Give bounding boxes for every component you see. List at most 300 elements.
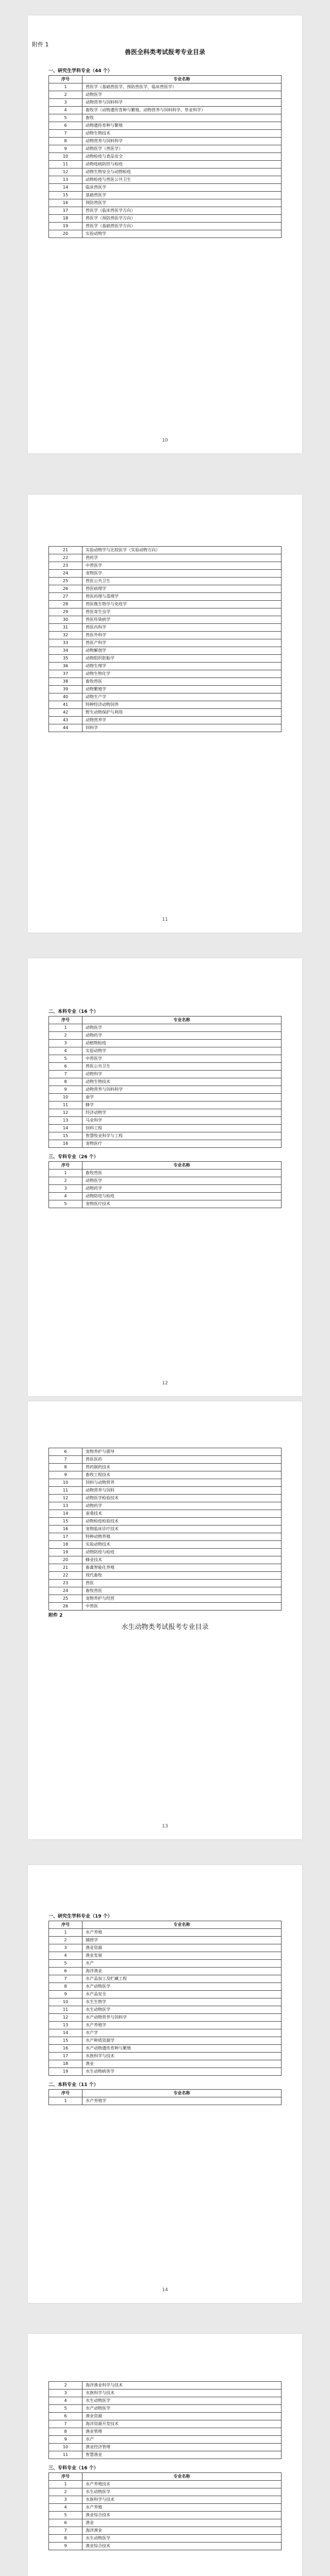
- table-row: [49, 1185, 282, 1193]
- table-row: [49, 2382, 282, 2389]
- row-index: 17: [49, 2053, 82, 2060]
- table-row: [49, 678, 282, 686]
- major-table: [48, 1161, 282, 1208]
- table-row: [49, 1200, 282, 1208]
- table-row: [49, 99, 282, 107]
- row-index: 6: [49, 1968, 82, 1975]
- major-name: 中兽医: [82, 1603, 282, 1611]
- header-name: 专业名称: [82, 2090, 282, 2097]
- major-name: 兽医学（基础兽医学、预防兽医学、临床兽医学）: [82, 83, 282, 91]
- major-name: 宠物养护与驯导: [82, 1448, 282, 1456]
- table-row: [49, 578, 282, 585]
- table-row: [49, 1944, 282, 1952]
- page-number: 10: [162, 438, 168, 443]
- row-index: 21: [49, 547, 82, 554]
- major-name: 蚕学: [82, 1094, 282, 1101]
- table-row: [49, 1572, 282, 1580]
- major-name: 畜牧工程技术: [82, 1471, 282, 1479]
- row-index: 37: [49, 670, 82, 678]
- table-row: [49, 647, 282, 655]
- table-row: [49, 1479, 282, 1487]
- major-name: 渔业: [82, 2060, 282, 2068]
- table-header-row: [49, 76, 282, 83]
- major-name: 水产养殖技术: [82, 2481, 282, 2488]
- major-name: 水产养殖: [82, 1929, 282, 1937]
- major-name: 实验动物学: [82, 1047, 282, 1055]
- table-row: [49, 2504, 282, 2512]
- row-index: 17: [49, 207, 82, 215]
- row-index: 6: [49, 1448, 82, 1456]
- major-name: 动物药学: [82, 1185, 282, 1193]
- table-row: [49, 153, 282, 161]
- row-index: 13: [49, 2022, 82, 2029]
- row-index: 13: [49, 176, 82, 184]
- table-row: [49, 585, 282, 593]
- major-name: 兽医寄生虫学: [82, 608, 282, 616]
- row-index: 11: [49, 2451, 82, 2459]
- major-name: 水生生物学: [82, 1998, 282, 2006]
- header-name: 专业名称: [82, 1921, 282, 1929]
- major-name: 兽医学（基础兽医学方向）: [82, 223, 282, 230]
- major-name: 海洋渔业: [82, 2527, 282, 2535]
- table-row: [49, 1975, 282, 1983]
- header-index: 序号: [49, 2473, 82, 2481]
- major-name: 动物生物安全与动物检疫: [82, 168, 282, 176]
- major-name: 兽医医药: [82, 1456, 282, 1464]
- table-row: [49, 593, 282, 601]
- header-index: 序号: [49, 1016, 82, 1024]
- table-row: [49, 670, 282, 678]
- row-index: 7: [49, 2420, 82, 2428]
- row-index: 5: [49, 2405, 82, 2413]
- major-name: 实验动物技术: [82, 1541, 282, 1549]
- major-name: 水族科学与技术: [82, 2389, 282, 2397]
- table-row: [49, 1464, 282, 1471]
- row-index: 26: [49, 585, 82, 593]
- row-index: 2: [49, 91, 82, 99]
- document-page: [28, 1401, 302, 1839]
- table-row: [49, 2481, 282, 2488]
- header-index: 序号: [49, 2090, 82, 2097]
- major-name: 动物遗传育种与繁殖: [82, 122, 282, 130]
- row-index: 10: [49, 2444, 82, 2451]
- header-name: 专业名称: [82, 2473, 282, 2481]
- table-row: [49, 655, 282, 663]
- row-index: 15: [49, 1132, 82, 1140]
- major-name: 蜂业技术: [82, 1556, 282, 1564]
- major-name: 动物医学: [82, 1024, 282, 1032]
- row-index: 27: [49, 593, 82, 601]
- page-number: 12: [162, 1381, 168, 1386]
- document-title: 兽医全科类考试报考专业目录: [124, 48, 205, 56]
- table-row: [49, 2527, 282, 2535]
- major-name: 渔业发展: [82, 1952, 282, 1960]
- major-name: 水族科学与技术: [82, 2496, 282, 2504]
- table-row: [49, 1170, 282, 1177]
- row-index: 28: [49, 601, 82, 608]
- major-name: 兽医学（临床兽医学方向）: [82, 207, 282, 215]
- major-name: 畜牧兽医: [82, 1170, 282, 1177]
- major-name: 宠物临床诊疗技术: [82, 1526, 282, 1533]
- row-index: 18: [49, 1541, 82, 1549]
- table-row: [49, 2444, 282, 2451]
- row-index: 1: [49, 2481, 82, 2488]
- table-row: [49, 2006, 282, 2014]
- table-row: [49, 184, 282, 192]
- table-row: [49, 2543, 282, 2550]
- major-name: 蚕桑技术: [82, 1510, 282, 1518]
- row-index: 10: [49, 153, 82, 161]
- row-index: 11: [49, 2006, 82, 2014]
- row-index: 5: [49, 1200, 82, 1208]
- major-name: 渔业: [82, 2519, 282, 2527]
- page-number: 11: [162, 917, 168, 922]
- table-row: [49, 701, 282, 709]
- table-row: [49, 624, 282, 632]
- major-name: 兽药制药技术: [82, 1464, 282, 1471]
- table-row: [49, 122, 282, 130]
- row-index: 12: [49, 1109, 82, 1117]
- major-name: 动物营养与饲料科学: [82, 138, 282, 145]
- row-index: 3: [49, 1040, 82, 1047]
- row-index: 3: [49, 1944, 82, 1952]
- major-name: 宠物医学: [82, 570, 282, 578]
- table-row: [49, 2397, 282, 2405]
- header-index: 序号: [49, 1162, 82, 1170]
- table-row: [49, 562, 282, 570]
- major-name: 现代畜牧: [82, 1572, 282, 1580]
- row-index: 18: [49, 215, 82, 223]
- table-row: [49, 2436, 282, 2444]
- table-row: [49, 1078, 282, 1086]
- major-table: [48, 2472, 282, 2550]
- row-index: 2: [49, 1937, 82, 1944]
- major-name: 动物防疫与检疫: [82, 1549, 282, 1556]
- major-name: 动物生产学: [82, 693, 282, 701]
- row-index: 17: [49, 1533, 82, 1541]
- row-index: 9: [49, 145, 82, 153]
- table-row: [49, 1595, 282, 1603]
- major-name: 动物疫病防控与检疫: [82, 161, 282, 168]
- row-index: 4: [49, 107, 82, 114]
- table-row: [49, 2037, 282, 2045]
- table-row: [49, 1998, 282, 2006]
- table-row: [49, 2512, 282, 2519]
- table-row: [49, 1533, 282, 1541]
- header-name: 专业名称: [82, 76, 282, 83]
- row-index: 1: [49, 83, 82, 91]
- major-name: 水产种质资源学: [82, 2037, 282, 2045]
- row-index: 14: [49, 2029, 82, 2037]
- table-row: [49, 1487, 282, 1495]
- table-row: [49, 1071, 282, 1078]
- row-index: 16: [49, 1140, 82, 1148]
- row-index: 44: [49, 724, 82, 732]
- row-index: 6: [49, 2413, 82, 2420]
- table-row: [49, 1564, 282, 1572]
- page-number: 13: [162, 1824, 168, 1829]
- major-name: 动植物检疫: [82, 1040, 282, 1047]
- table-row: [49, 1960, 282, 1968]
- major-name: 渔业资源: [82, 1944, 282, 1952]
- major-name: 水生动物医学: [82, 2397, 282, 2405]
- table-row: [49, 2519, 282, 2527]
- table-row: [49, 1937, 282, 1944]
- table-row: [49, 1094, 282, 1101]
- major-name: 特种动物养殖: [82, 1533, 282, 1541]
- table-row: [49, 1502, 282, 1510]
- major-name: 兽医传染病学: [82, 616, 282, 624]
- table-row: [49, 1177, 282, 1185]
- table-header-row: [49, 2473, 282, 2481]
- table-row: [49, 107, 282, 114]
- table-row: [49, 2045, 282, 2053]
- row-index: 24: [49, 1587, 82, 1595]
- row-index: 12: [49, 1495, 82, 1502]
- table-row: [49, 1983, 282, 1991]
- major-name: 动物营养学: [82, 717, 282, 724]
- table-row: [49, 1526, 282, 1533]
- table-row: [49, 1040, 282, 1047]
- table-row: [49, 570, 282, 578]
- row-index: 40: [49, 693, 82, 701]
- table-row: [49, 230, 282, 238]
- table-header-row: [49, 1162, 282, 1170]
- row-index: 3: [49, 1185, 82, 1193]
- major-name: 海洋渔业: [82, 1968, 282, 1975]
- major-name: 捕捞学: [82, 1937, 282, 1944]
- row-index: 2: [49, 1032, 82, 1040]
- section-heading: 三、专科专业（16 个）: [48, 2466, 98, 2471]
- table-row: [49, 2535, 282, 2543]
- major-name: 渔业管理: [82, 2428, 282, 2436]
- row-index: 3: [49, 99, 82, 107]
- major-name: 动物检疫与兽医公共卫生: [82, 176, 282, 184]
- table-row: [49, 632, 282, 639]
- row-index: 3: [49, 2389, 82, 2397]
- major-name: 水产养殖学: [82, 2097, 282, 2105]
- major-name: 水产动物医学: [82, 2405, 282, 2413]
- major-name: 兽医产科学: [82, 639, 282, 647]
- row-index: 7: [49, 1975, 82, 1983]
- row-index: 7: [49, 2527, 82, 2535]
- section-heading: 一、研究生学科专业（19 个）: [48, 1914, 112, 1919]
- header-index: 序号: [49, 1921, 82, 1929]
- table-row: [49, 199, 282, 207]
- row-index: 9: [49, 2543, 82, 2550]
- row-index: 19: [49, 2068, 82, 2076]
- row-index: 8: [49, 1464, 82, 1471]
- row-index: 38: [49, 678, 82, 686]
- table-row: [49, 1132, 282, 1140]
- row-index: 4: [49, 2397, 82, 2405]
- major-table: [48, 546, 282, 732]
- table-row: [49, 1541, 282, 1549]
- row-index: 3: [49, 2496, 82, 2504]
- major-name: 宠物医疗: [82, 1140, 282, 1148]
- table-row: [49, 1032, 282, 1040]
- major-name: 经济动物学: [82, 1109, 282, 1117]
- table-row: [49, 1109, 282, 1117]
- major-name: 水生动物医学: [82, 2535, 282, 2543]
- table-row: [49, 1929, 282, 1937]
- row-index: 13: [49, 1502, 82, 1510]
- row-index: 8: [49, 1078, 82, 1086]
- major-name: 畜牧学（动物遗传育种与繁殖、动物营养与饲料科学、草业科学）: [82, 107, 282, 114]
- table-row: [49, 663, 282, 670]
- major-name: 中兽医学: [82, 1055, 282, 1063]
- table-row: [49, 2068, 282, 2076]
- document-page: [28, 1865, 302, 2303]
- table-row: [49, 2428, 282, 2436]
- major-name: 水生动物医学: [82, 2006, 282, 2014]
- table-row: [49, 215, 282, 223]
- major-name: 动物营养与饲料科学: [82, 99, 282, 107]
- row-index: 32: [49, 632, 82, 639]
- table-row: [49, 1063, 282, 1071]
- section-heading: 三、专科专业（26 个）: [48, 1155, 98, 1160]
- major-name: 临床兽医学: [82, 184, 282, 192]
- row-index: 41: [49, 701, 82, 709]
- major-name: 动物科学: [82, 1071, 282, 1078]
- major-name: 兽医外科学: [82, 632, 282, 639]
- attachment-label: 附件 1: [32, 41, 49, 48]
- major-table: [48, 1921, 282, 2076]
- row-index: 14: [49, 1125, 82, 1132]
- table-row: [49, 207, 282, 215]
- major-name: 海洋资源开发技术: [82, 2420, 282, 2428]
- major-name: 动物组织胚胎学: [82, 655, 282, 663]
- row-index: 9: [49, 1991, 82, 1998]
- table-row: [49, 1101, 282, 1109]
- row-index: 8: [49, 1983, 82, 1991]
- table-row: [49, 2413, 282, 2420]
- row-index: 25: [49, 578, 82, 585]
- major-name: 水产动物医学: [82, 1983, 282, 1991]
- row-index: 2: [49, 2382, 82, 2389]
- table-row: [49, 1117, 282, 1125]
- table-row: [49, 176, 282, 184]
- major-name: 宠物医疗技术: [82, 1200, 282, 1208]
- table-row: [49, 1055, 282, 1063]
- major-name: 动物防疫与检疫: [82, 1193, 282, 1200]
- major-name: 动物检疫与食品安全: [82, 153, 282, 161]
- row-index: 11: [49, 1487, 82, 1495]
- row-index: 4: [49, 2504, 82, 2512]
- table-row: [49, 717, 282, 724]
- major-name: 兽医: [82, 1580, 282, 1587]
- major-table: [48, 1448, 282, 1611]
- table-row: [49, 83, 282, 91]
- major-name: 水生动物医学: [82, 2488, 282, 2496]
- table-row: [49, 138, 282, 145]
- table-row: [49, 1603, 282, 1611]
- table-row: [49, 608, 282, 616]
- major-name: 渔业资源: [82, 2413, 282, 2420]
- major-name: 动物生物技术: [82, 1078, 282, 1086]
- row-index: 22: [49, 554, 82, 562]
- row-index: 39: [49, 686, 82, 693]
- row-index: 33: [49, 639, 82, 647]
- row-index: 1: [49, 1929, 82, 1937]
- row-index: 31: [49, 624, 82, 632]
- table-row: [49, 1968, 282, 1975]
- major-name: 实验动物学: [82, 230, 282, 238]
- row-index: 42: [49, 709, 82, 717]
- row-index: 15: [49, 192, 82, 199]
- major-name: 兽药学: [82, 554, 282, 562]
- major-name: 蜂学: [82, 1101, 282, 1109]
- major-name: 预防兽医学: [82, 199, 282, 207]
- row-index: 8: [49, 2535, 82, 2543]
- table-row: [49, 2488, 282, 2496]
- row-index: 1: [49, 1024, 82, 1032]
- row-index: 11: [49, 1101, 82, 1109]
- row-index: 9: [49, 2436, 82, 2444]
- major-table: [48, 1016, 282, 1148]
- table-header-row: [49, 1016, 282, 1024]
- major-name: 动物医学（兽医学）: [82, 145, 282, 153]
- table-row: [49, 1952, 282, 1960]
- row-index: 7: [49, 1456, 82, 1464]
- table-row: [49, 724, 282, 732]
- header-name: 专业名称: [82, 1016, 282, 1024]
- table-row: [49, 1125, 282, 1132]
- major-name: 水产养殖: [82, 2504, 282, 2512]
- major-name: 渔业综合技术: [82, 2543, 282, 2550]
- table-row: [49, 2022, 282, 2029]
- document-page: [28, 2334, 302, 2576]
- row-index: 12: [49, 2014, 82, 2022]
- table-row: [49, 1549, 282, 1556]
- table-row: [49, 2451, 282, 2459]
- major-name: 水产品安全: [82, 1991, 282, 1998]
- major-name: 水产: [82, 1960, 282, 1968]
- major-name: 水产: [82, 2436, 282, 2444]
- row-index: 5: [49, 2512, 82, 2519]
- row-index: 14: [49, 1510, 82, 1518]
- table-row: [49, 2496, 282, 2504]
- table-header-row: [49, 2090, 282, 2097]
- major-name: 智慧渔业: [82, 2451, 282, 2459]
- major-table: [48, 2381, 282, 2459]
- table-row: [49, 1556, 282, 1564]
- major-name: 宠物养护与经营: [82, 1595, 282, 1603]
- row-index: 2: [49, 1177, 82, 1185]
- table-row: [49, 1510, 282, 1518]
- row-index: 2: [49, 2488, 82, 2496]
- row-index: 16: [49, 2045, 82, 2053]
- major-name: 动物营养与饲料: [82, 1487, 282, 1495]
- major-name: 水产养殖学: [82, 2022, 282, 2029]
- major-name: 渔业综合技术: [82, 2512, 282, 2519]
- table-row: [49, 91, 282, 99]
- table-row: [49, 601, 282, 608]
- table-row: [49, 2014, 282, 2022]
- table-row: [49, 1086, 282, 1094]
- major-name: 饲料工程: [82, 1125, 282, 1132]
- table-row: [49, 1448, 282, 1456]
- row-index: 8: [49, 2428, 82, 2436]
- table-row: [49, 1580, 282, 1587]
- row-index: 25: [49, 1595, 82, 1603]
- row-index: 36: [49, 663, 82, 670]
- table-row: [49, 2389, 282, 2397]
- major-table: [48, 75, 282, 238]
- major-name: 基础兽医学: [82, 192, 282, 199]
- row-index: 8: [49, 138, 82, 145]
- table-row: [49, 693, 282, 701]
